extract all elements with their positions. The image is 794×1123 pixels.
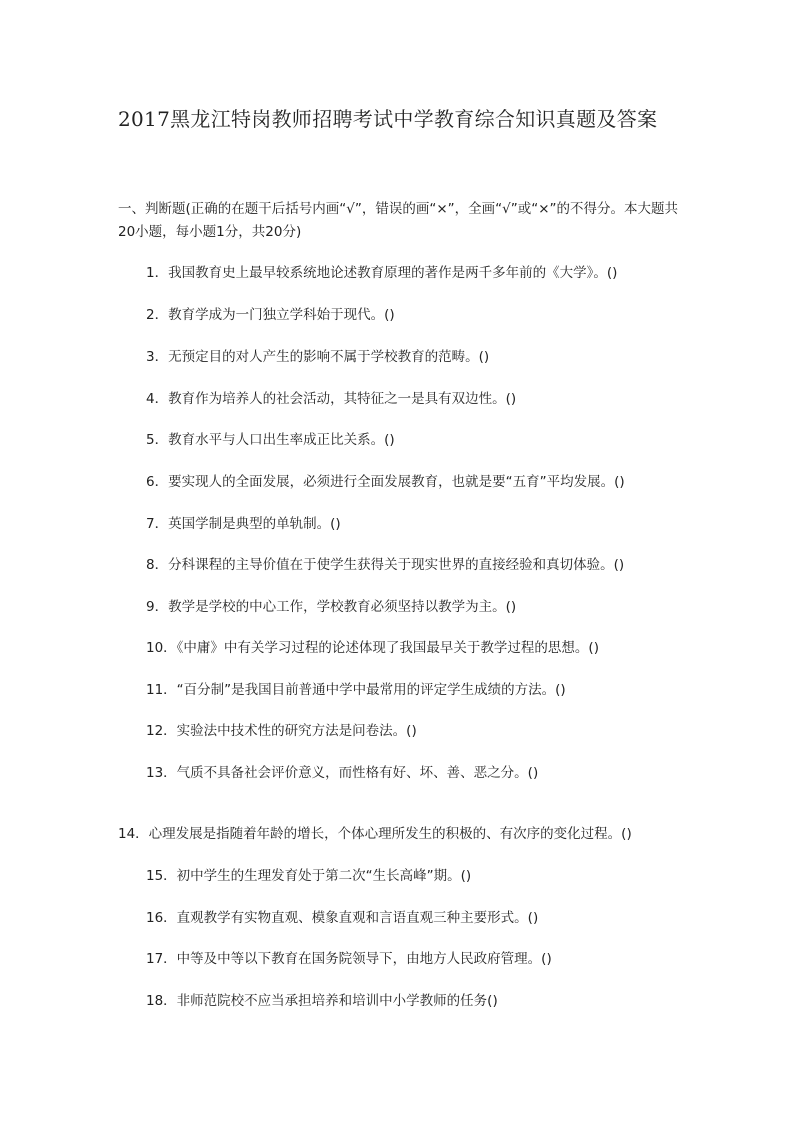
question-9: 9．教学是学校的中心工作，学校教育必须坚持以教学为主。() [146, 599, 517, 615]
question-5: 5．教育水平与人口出生率成正比关系。() [146, 432, 395, 448]
question-11: 11．“百分制”是我国目前普通中学中最常用的评定学生成绩的方法。() [146, 682, 566, 698]
question-10: 10．《中庸》中有关学习过程的论述体现了我国最早关于教学过程的思想。() [146, 640, 599, 656]
question-2: 2．教育学成为一门独立学科始于现代。() [146, 307, 395, 323]
question-1: 1．我国教育史上最早较系统地论述教育原理的著作是两千多年前的《大学》。() [146, 265, 618, 281]
question-14: 14．心理发展是指随着年龄的增长，个体心理所发生的积极的、有次序的变化过程。() [118, 826, 632, 842]
question-8: 8．分科课程的主导价值在于使学生获得关于现实世界的直接经验和真切体验。() [146, 557, 625, 573]
question-4: 4．教育作为培养人的社会活动，其特征之一是具有双边性。() [146, 391, 517, 407]
section-heading: 一、判断题(正确的在题干后括号内画“√”，错误的画“×”，全画“√”或“×”的不得分。本大题共20小题，每小题1分，共20分) [118, 201, 679, 240]
question-18: 18．非师范院校不应当承担培养和培训中小学教师的任务() [146, 993, 498, 1009]
question-17: 17．中等及中等以下教育在国务院领导下，由地方人民政府管理。() [146, 951, 552, 967]
question-15: 15．初中学生的生理发育处于第二次“生长高峰”期。() [146, 868, 472, 884]
question-6: 6．要实现人的全面发展，必须进行全面发展教育，也就是要“五育”平均发展。() [146, 474, 625, 490]
question-7: 7．英国学制是典型的单轨制。() [146, 516, 341, 532]
page-title: 2017黑龙江特岗教师招聘考试中学教育综合知识真题及答案 [118, 107, 658, 131]
question-16: 16．直观教学有实物直观、模象直观和言语直观三种主要形式。() [146, 910, 539, 926]
question-12: 12．实验法中技术性的研究方法是问卷法。() [146, 723, 417, 739]
question-3: 3．无预定目的对人产生的影响不属于学校教育的范畴。() [146, 349, 490, 365]
question-13: 13．气质不具备社会评价意义，而性格有好、坏、善、恶之分。() [146, 765, 539, 781]
